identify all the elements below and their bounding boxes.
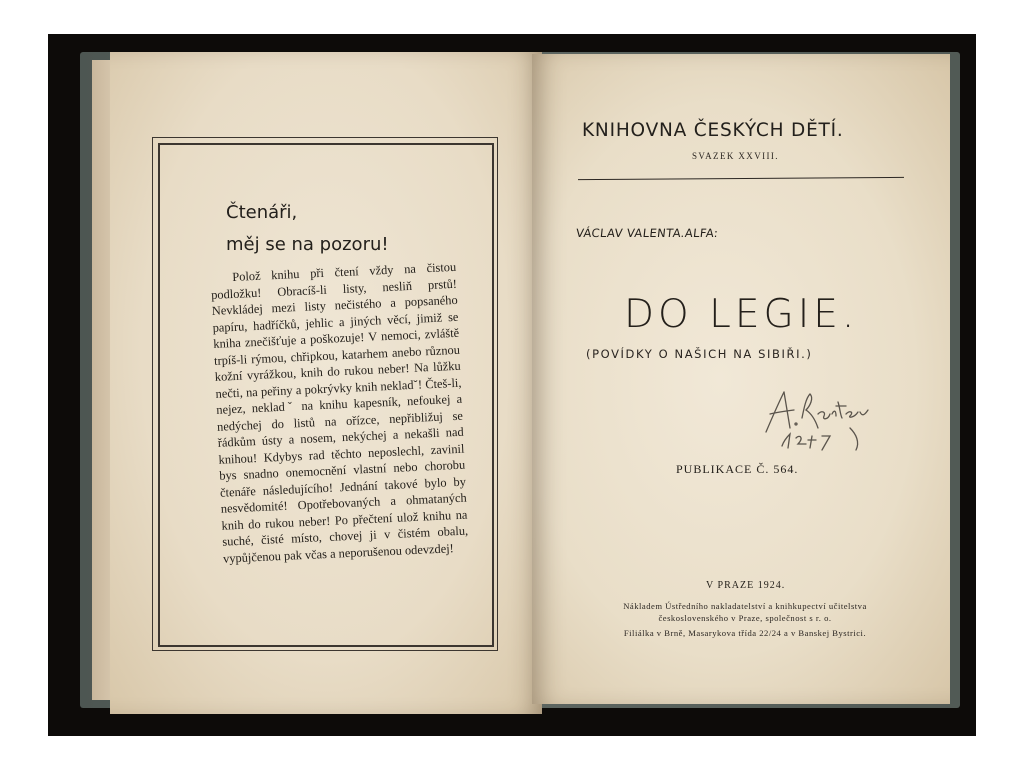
- handwritten-signature: [752, 384, 872, 454]
- book-title: DO LEGIE.: [624, 292, 859, 337]
- imprint-line-2: československého v Praze, společnost s r. o.: [658, 613, 832, 623]
- publication-number: PUBLIKACE Č. 564.: [676, 462, 799, 476]
- imprint-line-3: Filiálka v Brně, Masarykova třída 22/24 a v Banskej Bystrici.: [623, 628, 867, 638]
- notice-heading-line2: měj se na pozoru!: [226, 234, 389, 255]
- notice-heading-line1: Čtenáři,: [226, 202, 298, 223]
- book-subtitle: (POVÍDKY O NAŠICH NA SIBIŘI.): [586, 347, 813, 361]
- imprint-place-year: V PRAZE 1924.: [706, 580, 786, 591]
- author-name: VÁCLAV VALENTA.ALFA:: [575, 226, 719, 240]
- imprint-line-1: Nákladem Ústředního nakladatelství a knihkupectví učitelstva: [623, 601, 867, 611]
- notice-body: Polož knihu při čtení vždy na čistou podložku! Obracíš-li listy, nesliň prstů! Nevkládej mezi listy nečistého a popsaného papíru, hadříčků, jehlic a jiných věcí, jimiž se kniha znečišťuje a poškozuje! V nemoci, zvláště trpíš-li rýmou, chřipkou, katarhem anebo různou kožní vyrážkou, knih do rukou neber! Na lůžku nečti, na peřiny a pokrývky knih nekladˇ! Čteš-li, nejez, nekladˇ na knihu kapesník, nefoukej a nedýchej do listů na ořízce, nepřibližuj se řádkům ústy a nosem, nekýchej a nekašli nad knihou! Kdybys rad těchto neposlechl, zavinil bys snadno onemocnění vlastní nebo chorobu čtenáře následujícího! Jednání takové bylo by nesvědomité! Opotřebovaných a ohmataných knih do rukou neber! Po přečtení ulož knihu na suché, čisté místo, chovej ji v čistém obalu, vypůjčenou pak včas a neporušenou odevzdej!: [210, 259, 469, 566]
- series-title: KNIHOVNA ČESKÝCH DĚTÍ.: [582, 120, 844, 141]
- volume-label: SVAZEK XXVIII.: [692, 151, 779, 161]
